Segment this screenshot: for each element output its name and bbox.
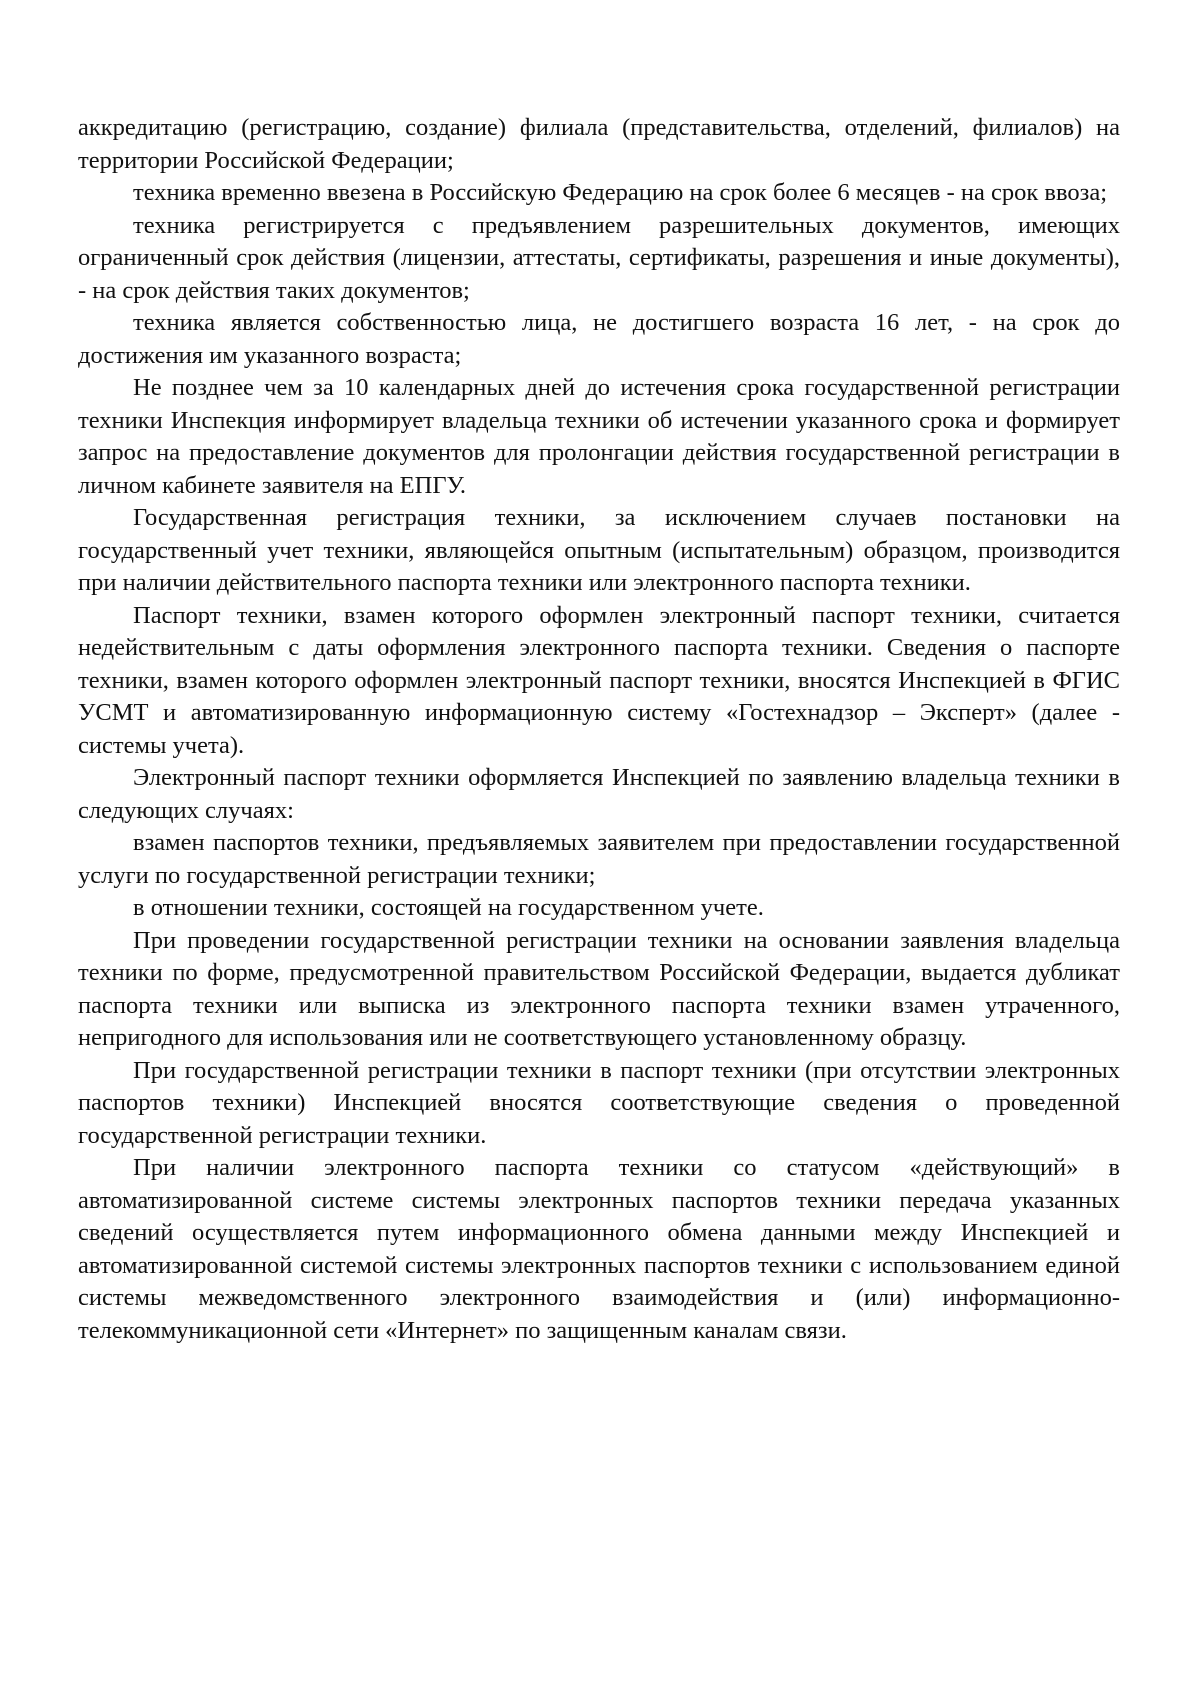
paragraph-data-exchange: При наличии электронного паспорта техники со статусом «действующий» в автоматизированной системе системы электронных паспортов техники передача указанных сведений осуществляется путем информационного обмена данными между Инспекцией и автоматизированной системой системы электронных паспортов техники с использованием единой системы межведомственного электронного взаимодействия и (или) информационно-телекоммуникационной сети «Интернет» по защищенным каналам связи. — [78, 1154, 1120, 1344]
paragraph-registration-passport: Государственная регистрация техники, за исключением случаев постановки на государственный учет техники, являющейся опытным (испытательным) образцом, производится при наличии действительного паспорта техники или электронного паспорта техники. — [78, 504, 1120, 596]
paragraph-permit-documents: техника регистрируется с предъявлением разрешительных документов, имеющих ограниченный срок действия (лицензии, аттестаты, сертификаты, разрешения и иные документы), - на срок действия таких документов; — [78, 211, 1120, 304]
paragraph-case-registered: в отношении техники, состоящей на государственном учете. — [133, 894, 764, 921]
paragraph-minor-owner: техника является собственностью лица, не достигшего возраста 16 лет, - на срок до достижения им указанного возраста; — [78, 309, 1120, 369]
paragraph-temporary-import: техника временно ввезена в Российскую Федерацию на срок более 6 месяцев - на срок ввоза; — [133, 179, 1107, 206]
paragraph-branch-accreditation: аккредитацию (регистрацию, создание) филиала (представительства, отделений, филиалов) на территории Российской Федерации; — [78, 114, 1120, 174]
paragraph-paper-passport-entry: При государственной регистрации техники в паспорт техники (при отсутствии электронных паспортов техники) Инспекцией вносятся соответствующие сведения о проведенной государственной регистрации техники. — [78, 1056, 1120, 1149]
document-page — [78, 112, 1120, 1347]
paragraph-expiry-notice: Не позднее чем за 10 календарных дней до истечения срока государственной регистрации техники Инспекция информирует владельца техники об истечении указанного срока и формирует запрос на предоставление документов для пролонгации действия государственной регистрации в личном кабинете заявителя на ЕПГУ. — [78, 374, 1120, 499]
paragraph-electronic-passport: Электронный паспорт техники оформляется Инспекцией по заявлению владельца техники в следующих случаях: — [78, 764, 1120, 824]
paragraph-invalid-passport: Паспорт техники, взамен которого оформлен электронный паспорт техники, считается недействительным с даты оформления электронного паспорта техники. Сведения о паспорте техники, взамен которого оформлен электронный паспорт техники, вносятся Инспекцией в ФГИС УСМТ и автоматизированную информационную систему «Гостехнадзор – Эксперт» (далее - системы учета). — [78, 601, 1120, 759]
paragraph-duplicate-issue: При проведении государственной регистрации техники на основании заявления владельца техники по форме, предусмотренной правительством Российской Федерации, выдается дубликат паспорта техники или выписка из электронного паспорта техники взамен утраченного, непригодного для использования или не соответствующего установленному образцу. — [78, 926, 1120, 1051]
paragraph-case-replacement: взамен паспортов техники, предъявляемых заявителем при предоставлении государственной услуги по государственной регистрации техники; — [78, 829, 1120, 889]
